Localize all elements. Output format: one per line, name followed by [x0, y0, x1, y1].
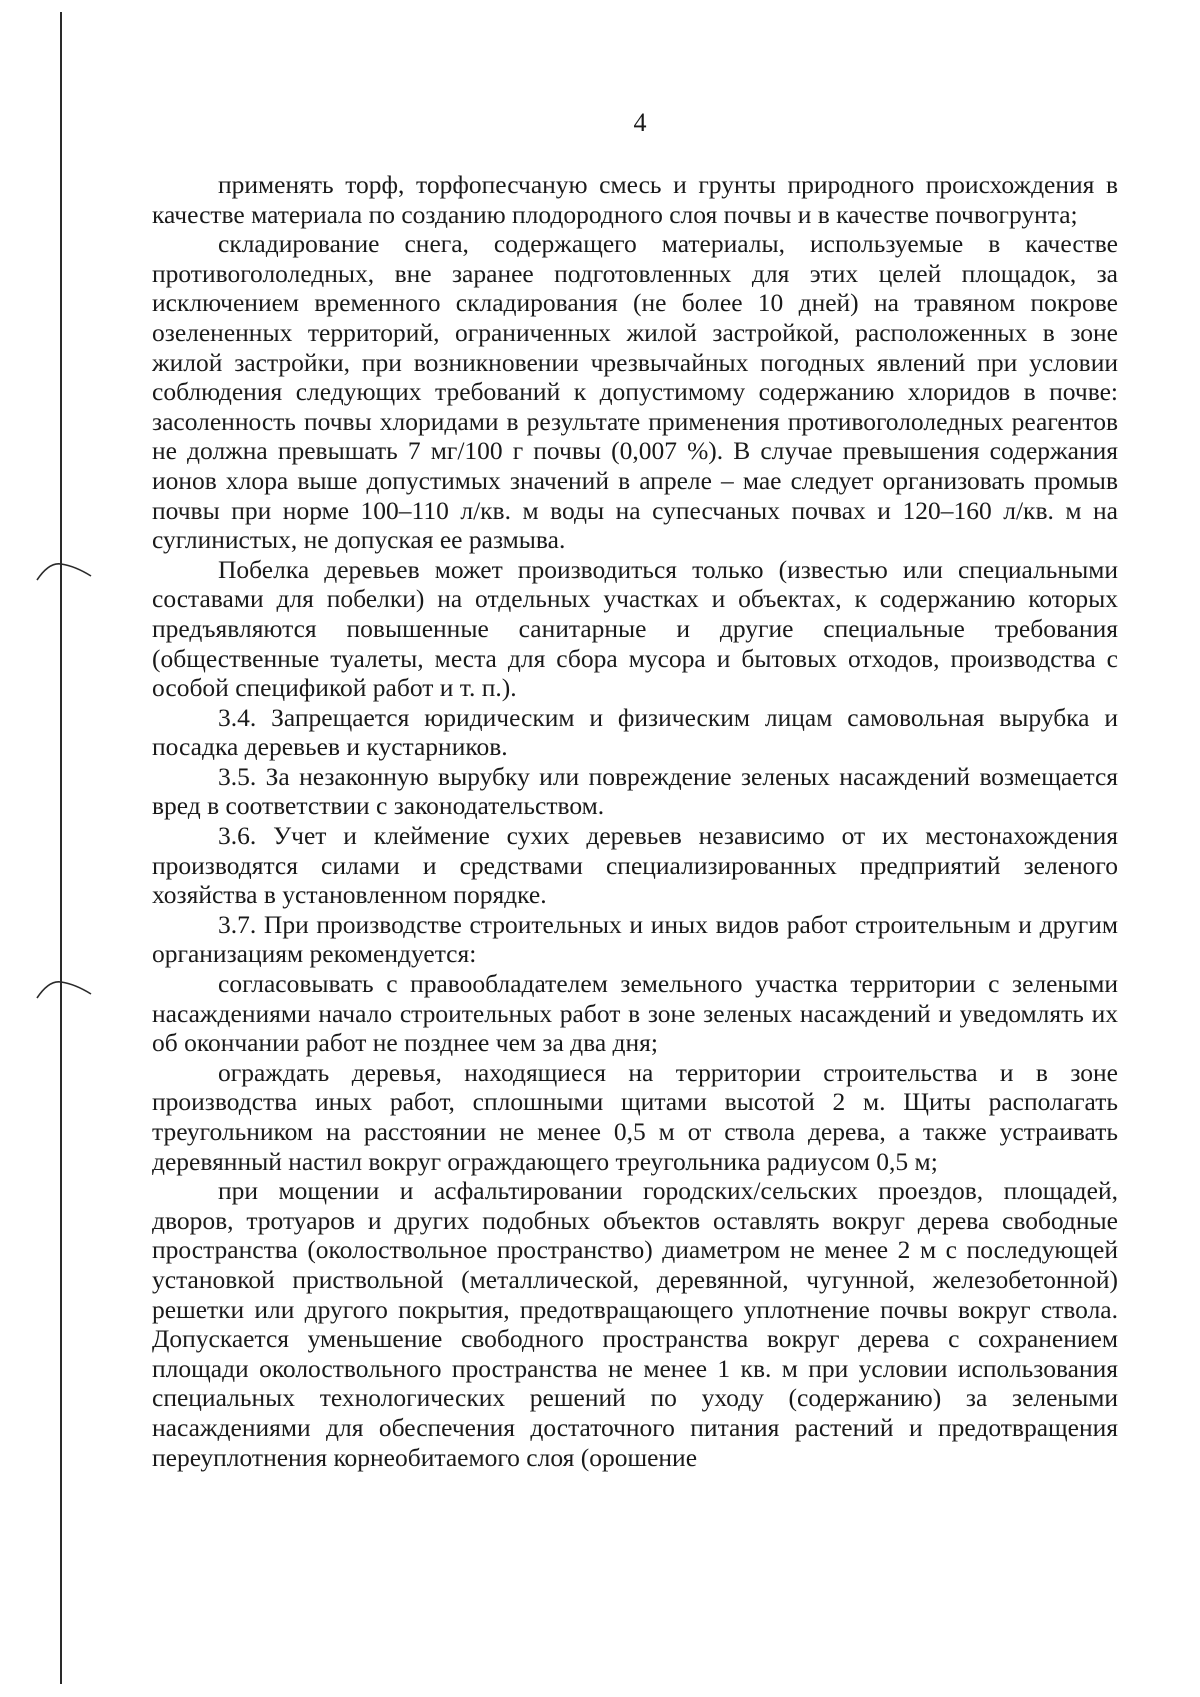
document-body: [152, 170, 1118, 1472]
paragraph: складирование снега, содержащего материалы, используемые в качестве противогололедных, вне заранее подготовленных для этих целей площадок, за исключением временного складирования (не более 10 дней) на травяном покрове озелененных территорий, ограниченных жилой застройкой, расположенных в зоне жилой застройки, при возникновении чрезвычайных погодных явлений при условии соблюдения следующих требований к допустимому содержанию хлоридов в почве: засоленность почвы хлоридами в результате применения противогололедных реагентов не должна превышать 7 мг/100 г почвы (0,007 %). В случае превышения содержания ионов хлора выше допустимых значений в апреле – мае следует организовать промыв почвы при норме 100–110 л/кв. м воды на супесчаных почвах и 120–160 л/кв. м на суглинистых, не допуская ее размыва.: [152, 229, 1118, 555]
paragraph: 3.5. За незаконную вырубку или повреждение зеленых насаждений возмещается вред в соответствии с законодательством.: [152, 761, 1118, 821]
paragraph: применять торф, торфопесчаную смесь и грунты природного происхождения в качестве материала по созданию плодородного слоя почвы и в качестве почвогрунта;: [152, 170, 1118, 229]
paragraph: 3.6. Учет и клеймение сухих деревьев независимо от их местонахождения производятся силами и средствами специализированных предприятий зеленого хозяйства в установленном порядке.: [152, 821, 1118, 910]
paragraph: согласовывать с правообладателем земельного участка территории с зелеными насаждениями начало строительных работ в зоне зеленых насаждений и уведомлять их об окончании работ не позднее чем за два дня;: [152, 969, 1118, 1058]
page-number: 4: [633, 108, 647, 137]
binding-margin-line: [60, 12, 62, 1684]
binding-punch-mark: [35, 560, 95, 584]
paragraph: при мощении и асфальтировании городских/сельских проездов, площадей, дворов, тротуаров и других подобных объектов оставлять вокруг дерева свободные пространства (околоствольное пространство) диаметром не менее 2 м с последующей установкой приствольной (металлической, деревянной, чугунной, железобетонной) решетки или другого покрытия, предотвращающего уплотнение почвы вокруг ствола. Допускается уменьшение свободного пространства вокруг дерева с сохранением площади околоствольного пространства не менее 1 кв. м при условии использования специальных технологических решений по уходу (содержанию) за зелеными насаждениями для обеспечения достаточного питания растений и предотвращения переуплотнения корнеобитаемого слоя (орошение: [152, 1176, 1118, 1472]
paragraph: Побелка деревьев может производиться только (известью или специальными составами для побелки) на отдельных участках и объектах, к содержанию которых предъявляются повышенные санитарные и другие специальные требования (общественные туалеты, места для сбора мусора и бытовых отходов, производства с особой спецификой работ и т. п.).: [152, 554, 1118, 703]
paragraph: 3.7. При производстве строительных и иных видов работ строительным и другим организациям рекомендуется:: [152, 909, 1118, 969]
paragraph: ограждать деревья, находящиеся на территории строительства и в зоне производства иных работ, сплошными щитами высотой 2 м. Щиты располагать треугольником на расстоянии не менее 0,5 м от ствола дерева, а также устраивать деревянный настил вокруг ограждающего треугольника радиусом 0,5 м;: [152, 1057, 1118, 1176]
paragraph: 3.4. Запрещается юридическим и физическим лицам самовольная вырубка и посадка деревьев и кустарников.: [152, 702, 1118, 762]
binding-punch-mark: [35, 978, 95, 1002]
